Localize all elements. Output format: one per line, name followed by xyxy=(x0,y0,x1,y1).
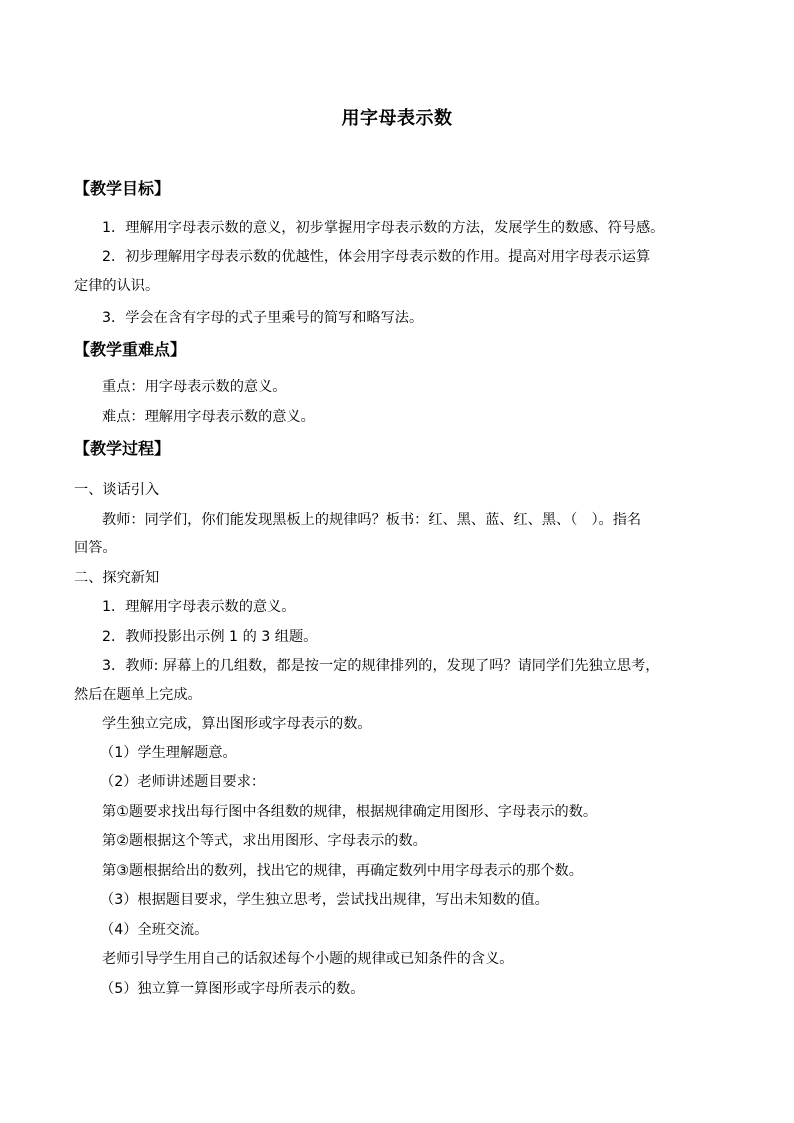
process-substep-1: （1）学生理解题意。 xyxy=(100,745,237,761)
goal-item-3: 3．学会在含有字母的式子里乘号的简写和略写法。 xyxy=(102,310,424,326)
process-step-3: 3．教师: 屏幕上的几组数，都是按一定的规律排列的，发现了吗？请同学们先独立思考， xyxy=(102,658,660,674)
process-step-2: 2．教师投影出示例 1 的 3 组题。 xyxy=(102,629,318,645)
process-step-3-cont: 然后在题单上完成。 xyxy=(74,687,202,703)
process-substep-3: （3）根据题目要求，学生独立思考，尝试找出规律，写出未知数的值。 xyxy=(100,892,549,908)
process-section-2-title: 二、探究新知 xyxy=(74,570,160,586)
process-substep-5: （5）独立算一算图形或字母所表示的数。 xyxy=(100,981,365,997)
keypoint-item-2: 难点：理解用字母表示数的意义。 xyxy=(102,409,315,425)
section-heading-goals: 【教学目标】 xyxy=(74,179,171,198)
process-paragraph-cont: 回答。 xyxy=(74,540,117,556)
process-substep-2: （2）老师讲述题目要求： xyxy=(100,774,266,790)
goal-item-2-cont: 定律的认识。 xyxy=(74,278,160,294)
keypoint-item-1: 重点：用字母表示数的意义。 xyxy=(102,379,287,395)
process-problem-3: 第③题根据给出的数列，找出它的规律，再确定数列中用字母表示的那个数。 xyxy=(102,863,583,879)
process-substep-4: （4）全班交流。 xyxy=(100,922,209,938)
process-problem-1: 第①题要求找出每行图中各组数的规律，根据规律确定用图形、字母表示的数。 xyxy=(102,804,598,820)
process-paragraph-teacher: 老师引导学生用自己的话叙述每个小题的规律或已知条件的含义。 xyxy=(102,951,514,967)
section-heading-keypoints: 【教学重难点】 xyxy=(74,340,187,359)
process-section-1-title: 一、谈话引入 xyxy=(74,482,160,498)
process-paragraph-students: 学生独立完成，算出图形或字母表示的数。 xyxy=(102,716,372,732)
goal-item-2: 2．初步理解用字母表示数的优越性，体会用字母表示数的作用。提高对用字母表示运算 xyxy=(102,249,651,265)
document-title: 用字母表示数 xyxy=(341,108,453,129)
goal-item-1: 1．理解用字母表示数的意义，初步掌握用字母表示数的方法，发展学生的数感、符号感。 xyxy=(102,220,665,236)
section-heading-process: 【教学过程】 xyxy=(74,439,171,458)
process-step-1: 1．理解用字母表示数的意义。 xyxy=(102,599,296,615)
process-problem-2: 第②题根据这个等式，求出用图形、字母表示的数。 xyxy=(102,833,427,849)
process-paragraph: 教师：同学们，你们能发现黑板上的规律吗？板书：红、黑、蓝、红、黑、（ ）。指名 xyxy=(102,512,642,528)
